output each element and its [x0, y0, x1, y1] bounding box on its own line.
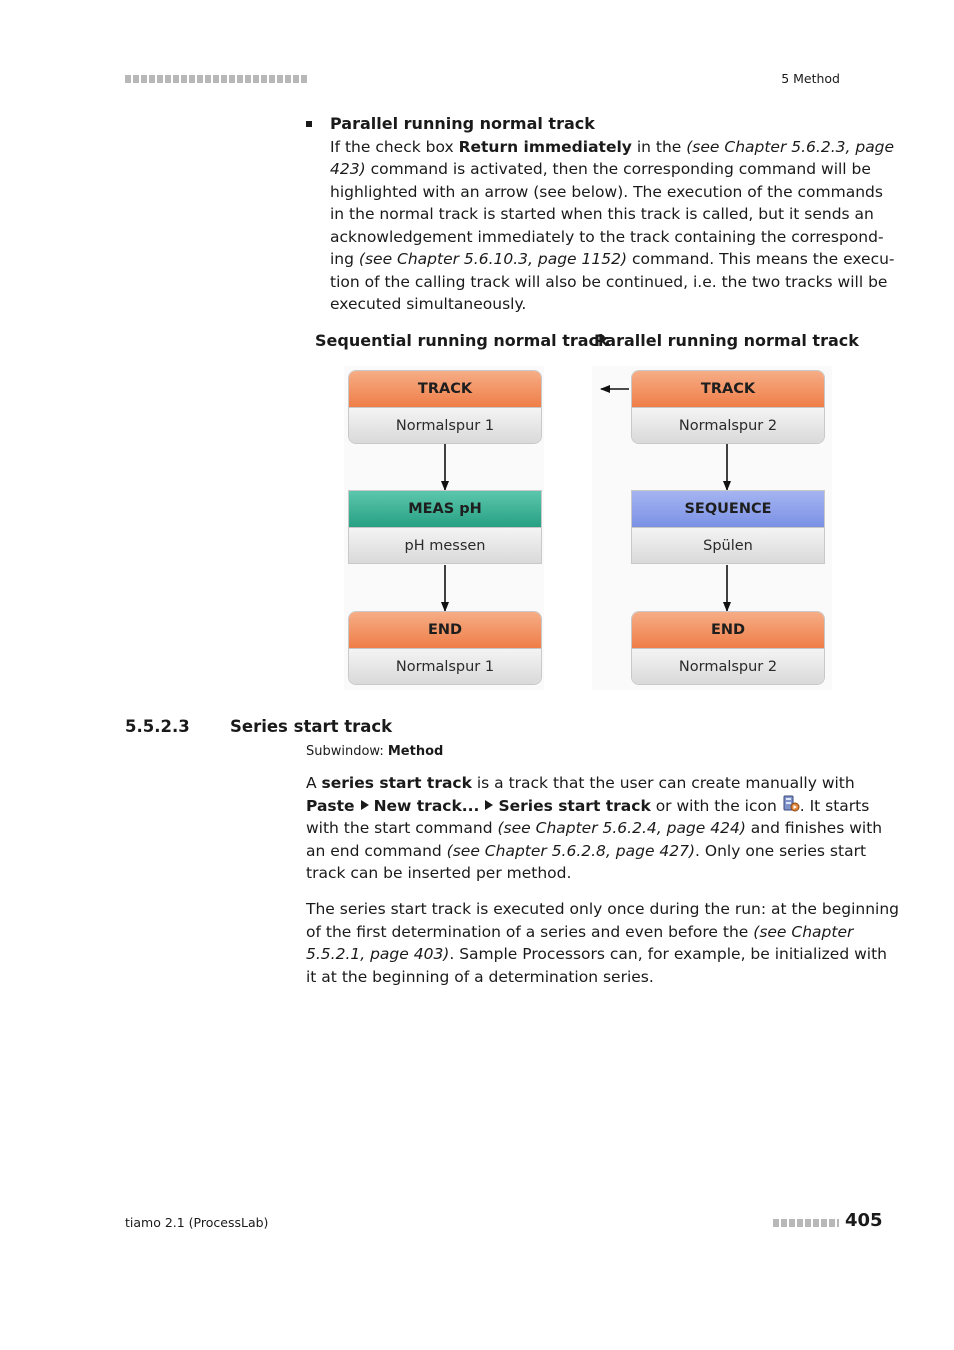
subwindow-label: Subwindow:	[306, 744, 384, 759]
node-type: TRACK	[632, 371, 824, 407]
text-line: If the check box Return immediately in the (see Chapter 5.6.2.3, page	[330, 137, 895, 156]
section-title: Series start track	[230, 717, 393, 736]
node-type: END	[632, 612, 824, 648]
running-head	[125, 70, 840, 88]
node-track-2[interactable]	[631, 370, 825, 444]
paragraph-series-start-execution	[306, 898, 899, 988]
cross-reference-link[interactable]: (see Chapter 5.6.2.4, page 424)	[497, 819, 746, 837]
text-line: of the first determination of a series and even before the (see Chapter	[306, 922, 854, 941]
footer-product: tiamo 2.1 (ProcessLab)	[125, 1215, 269, 1230]
node-label: Normalspur 2	[632, 648, 824, 684]
text-line: acknowledgement immediately to the track containing the correspond-	[330, 227, 884, 246]
track-flow-diagram	[344, 366, 832, 690]
text-line: highlighted with an arrow (see below). The execution of the commands	[330, 182, 883, 201]
ui-term: Return immediately	[458, 137, 632, 156]
text-line: A series start track is a track that the user can create manually with	[306, 774, 855, 792]
menu-new-track: New track...	[373, 796, 480, 815]
subwindow-note	[306, 743, 443, 761]
node-type: END	[349, 612, 541, 648]
series-start-track-icon	[782, 795, 800, 813]
cross-reference-link[interactable]: (see Chapter 5.6.2.8, page 427)	[446, 841, 696, 860]
footer-decoration	[773, 1219, 839, 1227]
node-type: SEQUENCE	[632, 491, 824, 527]
chapter-label: 5 Method	[781, 71, 840, 86]
cross-reference-link[interactable]: (see Chapter 5.6.2.3, page	[686, 137, 895, 156]
node-track-1[interactable]	[348, 370, 542, 444]
menu-separator-icon	[485, 800, 493, 810]
section-number: 5.5.2.3	[125, 717, 190, 736]
caption-parallel: Parallel running normal track	[594, 331, 859, 350]
text-line: with the start command (see Chapter 5.6.2.4, page 424) and finishes with	[306, 819, 883, 837]
term-series-start-track: series start track	[321, 774, 472, 792]
header-decoration	[125, 75, 307, 83]
text-line: an end command (see Chapter 5.6.2.8, page 427). Only one series start	[306, 841, 867, 860]
page-number: 405	[845, 1210, 883, 1231]
text-line: 423) command is activated, then the corresponding command will be	[330, 160, 871, 178]
node-label: Normalspur 1	[349, 407, 541, 443]
node-sequence[interactable]	[631, 490, 825, 564]
text-line: tion of the calling track will also be continued, i.e. the two tracks will be	[330, 272, 888, 291]
text-line: it at the beginning of a determination series.	[306, 967, 654, 986]
text-line: track can be inserted per method.	[306, 864, 572, 882]
node-type: TRACK	[349, 371, 541, 407]
paragraph-series-start-definition	[306, 772, 883, 885]
node-meas-ph[interactable]	[348, 490, 542, 564]
node-type: MEAS pH	[349, 491, 541, 527]
caption-sequential: Sequential running normal track	[315, 331, 609, 350]
bullet-marker	[306, 121, 312, 127]
node-label: Normalspur 2	[632, 407, 824, 443]
cross-reference-link[interactable]: (see Chapter	[753, 922, 854, 941]
node-label: pH messen	[349, 527, 541, 563]
cross-reference-link[interactable]: (see Chapter 5.6.10.3, page 1152)	[358, 250, 628, 268]
subwindow-value: Method	[387, 744, 444, 759]
bullet-title: Parallel running normal track	[330, 114, 595, 133]
node-end-2[interactable]	[631, 611, 825, 685]
cross-reference-link[interactable]: 5.5.2.1, page 403)	[306, 945, 450, 963]
text-line: The series start track is executed only once during the run: at the beginning	[306, 900, 899, 918]
text-line: 5.5.2.1, page 403). Sample Processors can, for example, be initialized with	[306, 945, 887, 963]
bullet-body	[330, 136, 895, 316]
text-line: Paste New track... Series start track or with the icon . It starts	[306, 796, 870, 815]
node-end-1[interactable]	[348, 611, 542, 685]
menu-separator-icon	[361, 800, 369, 810]
cross-reference-link[interactable]: 423)	[330, 160, 366, 178]
node-label: Spülen	[632, 527, 824, 563]
text-line: in the normal track is started when this track is called, but it sends an	[330, 205, 874, 223]
menu-paste: Paste	[306, 796, 355, 815]
menu-series-start-track: Series start track	[498, 796, 651, 815]
text-line: executed simultaneously.	[330, 295, 527, 313]
text-line: ing (see Chapter 5.6.10.3, page 1152) command. This means the execu-	[330, 250, 895, 268]
node-label: Normalspur 1	[349, 648, 541, 684]
